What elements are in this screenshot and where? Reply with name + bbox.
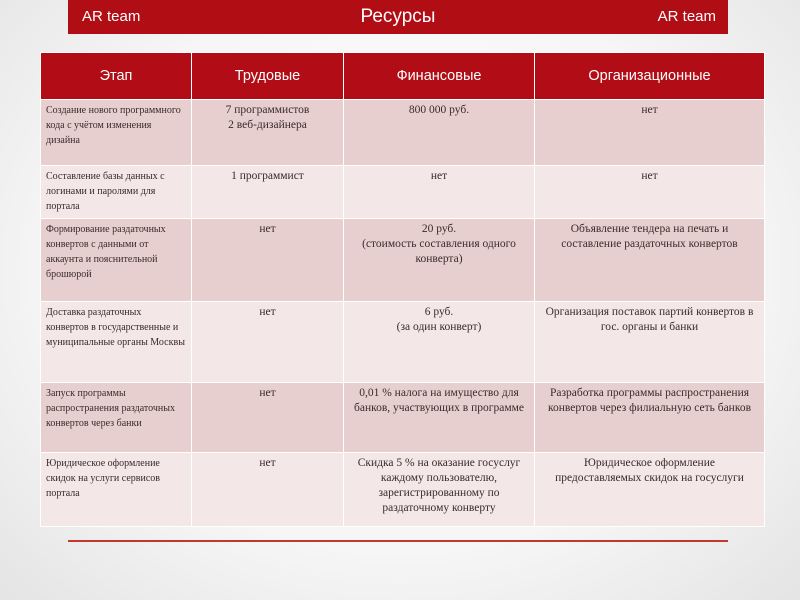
- labor-cell: [192, 453, 344, 527]
- finance-line: Скидка 5 % на оказание госуслуг каждому пользователю, зарегистрированному по раздаточному конверту: [357, 457, 521, 514]
- finance-line: 0,01 % налога на имущество для банков, участвующих в программе: [353, 387, 524, 414]
- stage-cell: Формирование раздаточных конвертов с данными от аккаунта и пояснительной брошюрой: [41, 219, 192, 302]
- finance-cell: [344, 453, 535, 527]
- labor-line: нет: [259, 387, 276, 399]
- labor-cell: [192, 166, 344, 219]
- table-row: [41, 302, 765, 383]
- org-line: нет: [641, 104, 658, 116]
- footer-divider: [68, 540, 728, 542]
- table-row: [41, 383, 765, 453]
- labor-cell: [192, 383, 344, 453]
- labor-cell: [192, 100, 344, 166]
- finance-cell: [344, 100, 535, 166]
- table-row: [41, 453, 765, 527]
- org-cell: [535, 100, 765, 166]
- finance-line: 800 000 руб.: [408, 104, 470, 116]
- org-cell: [535, 453, 765, 527]
- finance-line: 20 руб.: [421, 223, 457, 235]
- brand-right: AR team: [657, 8, 716, 25]
- labor-line: 2 веб-дизайнера: [228, 119, 307, 131]
- org-cell: [535, 219, 765, 302]
- stage-cell: Доставка раздаточных конвертов в государственные и муниципальные органы Москвы: [41, 302, 192, 383]
- org-line: Организация поставок партий конвертов в гос. органы и банки: [545, 306, 754, 333]
- stage-cell: Создание нового программного кода с учётом изменения дизайна: [41, 100, 192, 166]
- table-row: [41, 219, 765, 302]
- finance-cell: [344, 219, 535, 302]
- brand-left: AR team: [82, 8, 141, 25]
- page-title: Ресурсы: [360, 6, 436, 27]
- org-cell: [535, 383, 765, 453]
- stage-cell: Юридическое оформление скидок на услуги сервисов портала: [41, 453, 192, 527]
- org-line: Объявление тендера на печать и составление раздаточных конвертов: [561, 223, 738, 250]
- finance-line: (за один конверт): [396, 321, 482, 333]
- labor-cell: [192, 219, 344, 302]
- column-header-finance: Финансовые: [344, 53, 535, 100]
- labor-line: 1 программист: [231, 170, 304, 182]
- table-header-row: [41, 53, 765, 100]
- table-row: [41, 100, 765, 166]
- resources-table: [40, 52, 765, 527]
- org-line: нет: [641, 170, 658, 182]
- labor-line: нет: [259, 457, 276, 469]
- labor-cell: [192, 302, 344, 383]
- org-cell: [535, 166, 765, 219]
- org-line: Разработка программы распространения конвертов через филиальную сеть банков: [547, 387, 752, 414]
- column-header-stage: Этап: [41, 53, 192, 100]
- finance-line: (стоимость составления одного конверта): [362, 238, 516, 265]
- finance-cell: [344, 383, 535, 453]
- org-cell: [535, 302, 765, 383]
- finance-cell: [344, 302, 535, 383]
- stage-cell: Составление базы данных с логинами и паролями для портала: [41, 166, 192, 219]
- labor-line: нет: [259, 223, 276, 235]
- stage-cell: Запуск программы распространения раздаточных конвертов через банки: [41, 383, 192, 453]
- finance-line: 6 руб.: [424, 306, 454, 318]
- header-bar: [68, 0, 728, 34]
- org-line: Юридическое оформление предоставляемых скидок на госуслуги: [555, 457, 744, 484]
- finance-line: нет: [430, 170, 448, 182]
- table-row: [41, 166, 765, 219]
- column-header-org: Организационные: [535, 53, 765, 100]
- column-header-labor: Трудовые: [192, 53, 344, 100]
- finance-cell: [344, 166, 535, 219]
- labor-line: нет: [259, 306, 276, 318]
- labor-line: 7 программистов: [225, 104, 310, 116]
